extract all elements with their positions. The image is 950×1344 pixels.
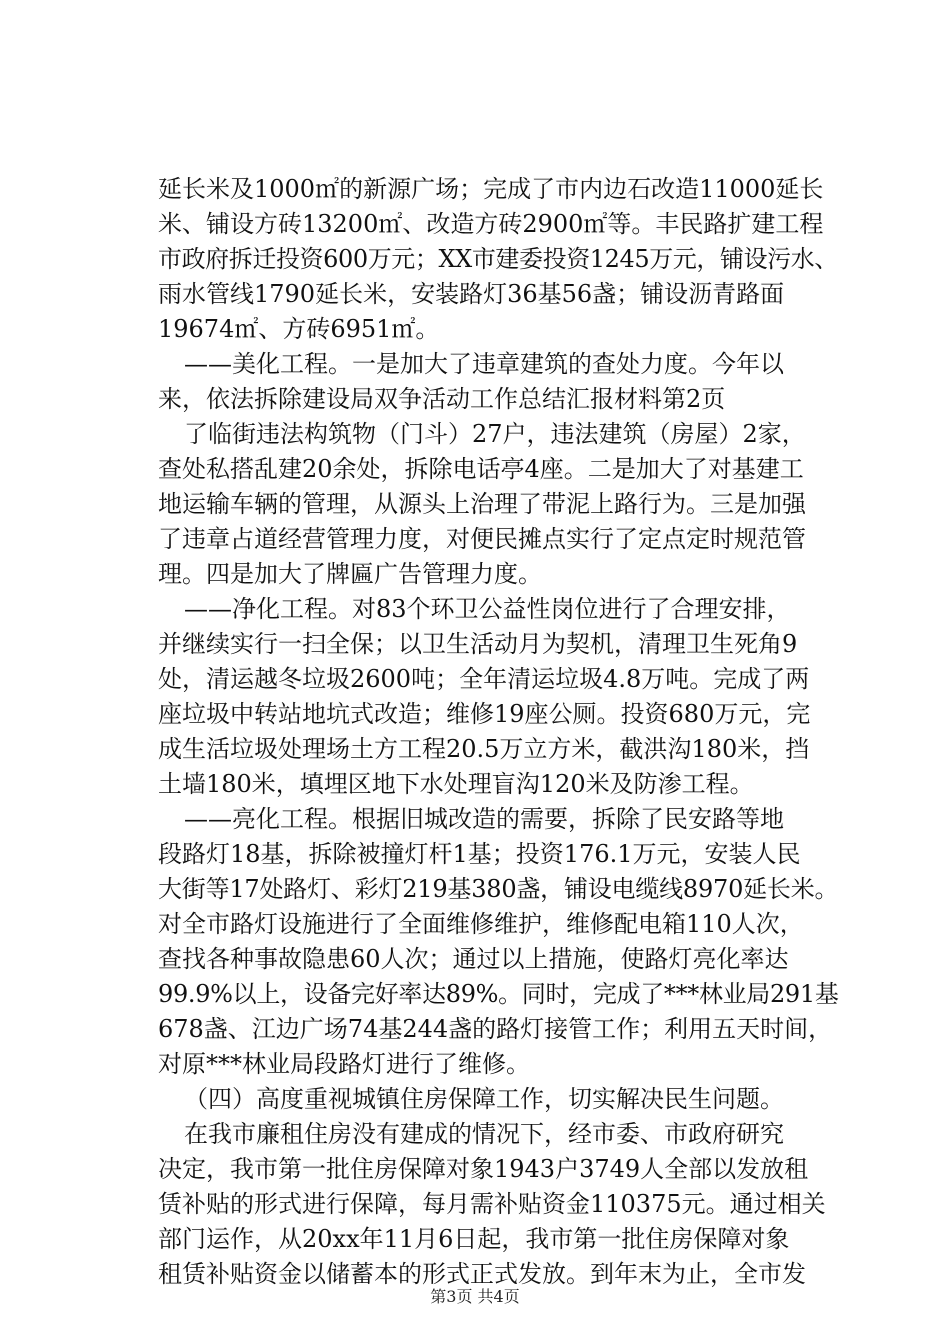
text-line: 19674㎡、方砖6951㎡。 bbox=[158, 315, 440, 343]
text-line: 决定，我市第一批住房保障对象1943户3749人全部以发放租 bbox=[158, 1155, 809, 1183]
page-footer: 第3页 共4页 bbox=[430, 1287, 520, 1306]
text-line: 678盏、江边广场74基244盏的路灯接管工作；利用五天时间， bbox=[158, 1015, 833, 1043]
text-line: 来，依法拆除建设局双争活动工作总结汇报材料第2页 bbox=[158, 385, 726, 413]
text-line: 99.9%以上，设备完好率达89%。同时，完成了***林业局291基 bbox=[158, 980, 839, 1008]
text-line: 在我市廉租住房没有建成的情况下，经市委、市政府研究 bbox=[184, 1120, 784, 1148]
text-line: 租赁补贴资金以储蓄本的形式正式发放。到年末为止，全市发 bbox=[158, 1260, 806, 1288]
text-line: 了违章占道经营管理力度，对便民摊点实行了定点定时规范管 bbox=[158, 525, 806, 553]
text-line: ——美化工程。一是加大了违章建筑的查处力度。今年以 bbox=[184, 350, 784, 378]
text-line: 查找各种事故隐患60人次；通过以上措施，使路灯亮化率达 bbox=[158, 945, 789, 973]
text-line: 地运输车辆的管理，从源头上治理了带泥上路行为。三是加强 bbox=[158, 490, 806, 518]
text-line: （四）高度重视城镇住房保障工作，切实解决民生问题。 bbox=[184, 1085, 784, 1113]
text-line: 段路灯18基，拆除被撞灯杆1基；投资176.1万元，安装人民 bbox=[158, 840, 801, 868]
text-line: 处，清运越冬垃圾2600吨；全年清运垃圾4.8万吨。完成了两 bbox=[158, 665, 810, 693]
text-line: ——净化工程。对83个环卫公益性岗位进行了合理安排， bbox=[184, 595, 791, 623]
text-line: 雨水管线1790延长米，安装路灯36基56盏；铺设沥青路面 bbox=[158, 280, 785, 308]
text-line: 部门运作，从20xx年11月6日起，我市第一批住房保障对象 bbox=[158, 1225, 790, 1253]
text-line: 大街等17处路灯、彩灯219基380盏，铺设电缆线8970延长米。 bbox=[158, 875, 839, 903]
text-line: 并继续实行一扫全保；以卫生活动月为契机，清理卫生死角9 bbox=[158, 630, 798, 658]
text-line: 对全市路灯设施进行了全面维修维护，维修配电箱110人次， bbox=[158, 910, 804, 938]
text-line: 赁补贴的形式进行保障，每月需补贴资金110375元。通过相关 bbox=[158, 1190, 826, 1218]
text-line: 成生活垃圾处理场土方工程20.5万立方米，截洪沟180米，挡 bbox=[158, 735, 810, 763]
text-line: 座垃圾中转站地坑式改造；维修19座公厕。投资680万元，完 bbox=[158, 700, 811, 728]
text-line: 理。四是加大了牌匾广告管理力度。 bbox=[158, 560, 542, 588]
text-line: 对原***林业局段路灯进行了维修。 bbox=[158, 1050, 530, 1078]
text-line: ——亮化工程。根据旧城改造的需要，拆除了民安路等地 bbox=[184, 805, 784, 833]
text-line: 了临街违法构筑物（门斗）27户，违法建筑（房屋）2家， bbox=[184, 420, 806, 448]
text-line: 市政府拆迁投资600万元；XX市建委投资1245万元，铺设污水、 bbox=[158, 245, 838, 273]
text-line: 土墙180米，填埋区地下水处理盲沟120米及防渗工程。 bbox=[158, 770, 754, 798]
body-text bbox=[158, 172, 838, 1292]
text-line: 查处私搭乱建20余处，拆除电话亭4座。二是加大了对基建工 bbox=[158, 455, 804, 483]
text-line: 米、铺设方砖13200㎡、改造方砖2900㎡等。丰民路扩建工程 bbox=[158, 210, 824, 238]
text-line: 延长米及1000㎡的新源广场；完成了市内边石改造11000延长 bbox=[158, 175, 824, 203]
